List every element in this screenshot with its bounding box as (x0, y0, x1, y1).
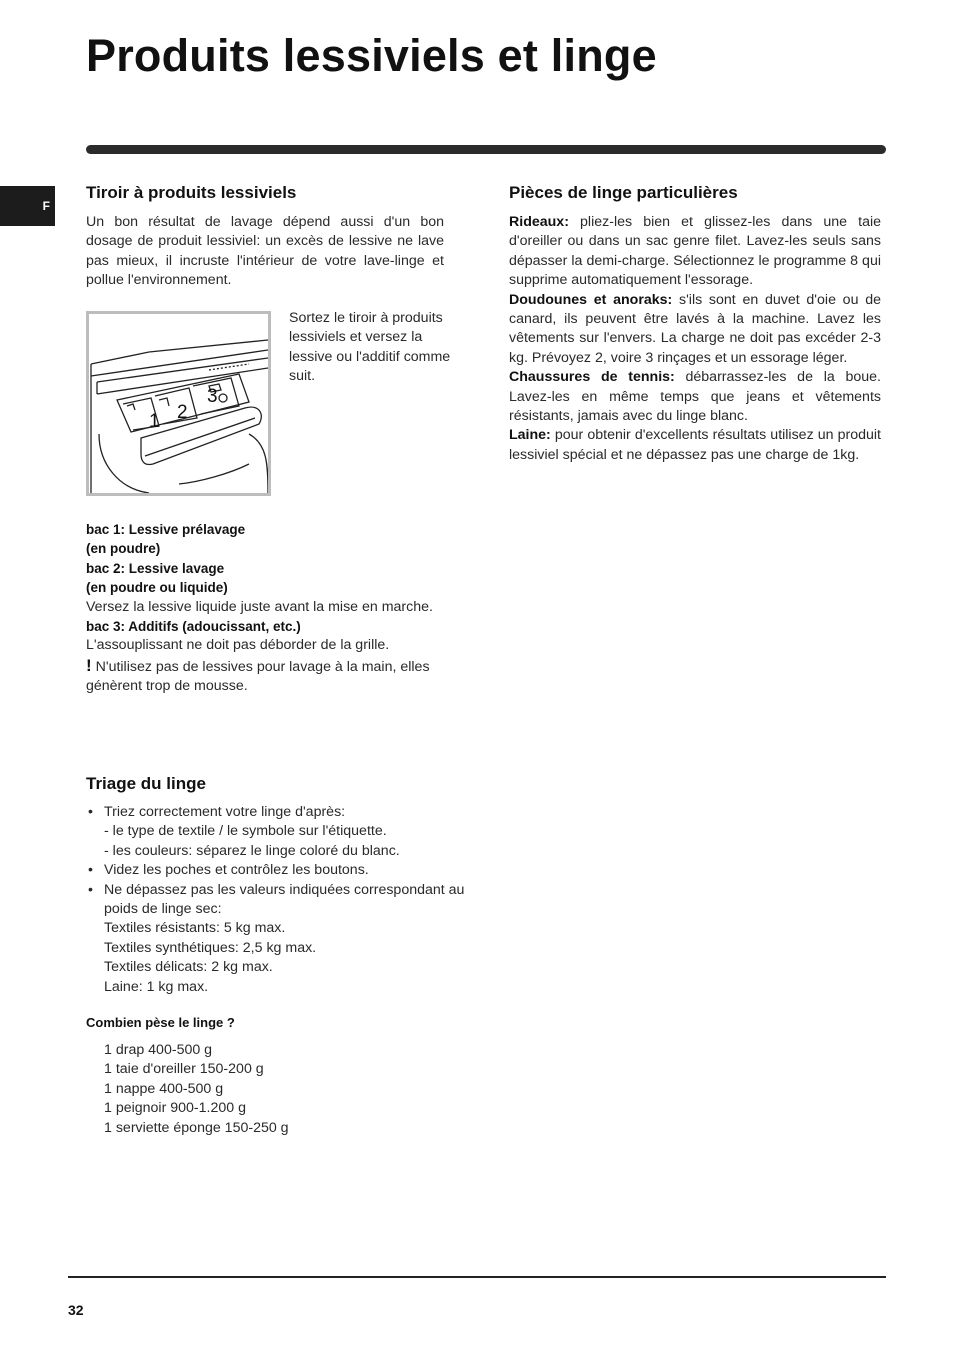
chaussures-text: débarrassez-les de la boue. Lavez-les en même temps que jeans et vêtements résistants, jamais avec du linge blanc. (509, 369, 881, 425)
tiroir-intro: Un bon résultat de lavage dépend aussi d'un bon dosage de produit lessiviel: un excès de lessive ne lave pas mieux, il incruste l'intérieur de votre lave-linge et pollue l'environnement. (86, 214, 444, 289)
detergent-drawer-drawing (89, 314, 268, 493)
tiroir-heading: Tiroir à produits lessiviels (86, 183, 297, 202)
weight-item: 1 nappe 400-500 g (104, 1080, 224, 1097)
warning-text: N'utilisez pas de lessives pour lavage à la main, elles génèrent trop de mousse. (86, 658, 430, 695)
rideaux-paragraph (509, 213, 881, 291)
laine-paragraph (509, 426, 881, 465)
tiroir-side-text: Sortez le tiroir à produits lessiviels et versez la lessive ou l'additif comme suit. (289, 310, 451, 385)
pieces-heading: Pièces de linge particulières (509, 183, 738, 202)
limit-item: Textiles délicats: 2 kg max. (104, 959, 273, 976)
bac3-note: L'assouplissant ne doit pas déborder de la grille. (86, 637, 390, 654)
compartment-3-label: 3 (207, 386, 218, 407)
pieces-content (509, 213, 881, 465)
page-title: Produits lessiviels et linge (86, 30, 657, 81)
weight-item: 1 taie d'oreiller 150-200 g (104, 1061, 264, 1078)
footer-divider (68, 1276, 886, 1278)
triage-bullet-3-text: • Ne dépassez pas les valeurs indiquées correspondant au poids de linge sec: (104, 881, 465, 918)
triage-bullet-3 (86, 881, 466, 997)
bacs-list (86, 520, 448, 697)
bac2-note: Versez la lessive liquide juste avant la mise en marche. (86, 598, 433, 615)
triage-bullet-1-sub-2: - les couleurs: séparez le linge coloré du blanc. (104, 842, 400, 859)
chaussures-paragraph (509, 368, 881, 426)
chaussures-label: Chaussures de tennis: (509, 369, 675, 386)
triage-bullet-1-sub-1: - le type de textile / le symbole sur l'étiquette. (104, 823, 387, 840)
title-divider (86, 145, 886, 154)
bac2-subtitle: (en poudre ou liquide) (86, 580, 228, 596)
limit-item: Laine: 1 kg max. (104, 978, 209, 995)
weight-item: 1 peignoir 900-1.200 g (104, 1100, 246, 1117)
limit-item: Textiles synthétiques: 2,5 kg max. (104, 939, 317, 956)
doudounes-label: Doudounes et anoraks: (509, 291, 673, 308)
weight-item: 1 serviette éponge 150-250 g (104, 1119, 289, 1136)
weights-list (104, 1041, 289, 1138)
warning-mark: ! (86, 655, 92, 675)
doudounes-paragraph (509, 291, 881, 369)
triage-content (86, 803, 466, 997)
bac3-title: bac 3: Additifs (adoucissant, etc.) (86, 618, 301, 634)
triage-heading: Triage du linge (86, 774, 206, 793)
bac1-title: bac 1: Lessive prélavage (86, 522, 246, 537)
compartment-1-label: 1 (149, 411, 160, 432)
weight-item: 1 drap 400-500 g (104, 1042, 213, 1058)
bac2-title: bac 2: Lessive lavage (86, 560, 225, 576)
rideaux-label: Rideaux: (509, 214, 569, 230)
warning-note (86, 656, 448, 697)
triage-bullet-2: • Videz les poches et contrôlez les boutons. (86, 861, 466, 880)
limit-item: Textiles résistants: 5 kg max. (104, 920, 286, 937)
compartment-2-label: 2 (177, 402, 188, 423)
rideaux-text: pliez-les bien et glissez-les dans une taie d'oreiller ou dans un sac genre filet. Lavez-les seuls sans dépasser la demi-charge. Sélectionnez le programme 8 qui supprime automatiquement l'essorage. (509, 214, 881, 289)
triage-bullet-1-text: • Triez correctement votre linge d'après: (104, 804, 346, 820)
laine-text: pour obtenir d'excellents résultats utilisez un produit lessiviel spécial et ne dépassez pas une charge de 1kg. (509, 427, 881, 463)
weights-heading: Combien pèse le linge ? (86, 1015, 235, 1030)
detergent-drawer-illustration (86, 311, 271, 496)
bac1-subtitle: (en poudre) (86, 541, 161, 557)
page-number: 32 (68, 1302, 84, 1318)
language-tab: F (0, 186, 55, 226)
triage-bullet-1 (86, 803, 466, 861)
doudounes-text: s'ils sont en duvet d'oie ou de canard, ils peuvent être lavés à la machine. Lavez les vêtements sur l'envers. La charge ne doit pas excéder 2-3 kg. Prévoyez 2, voire 3 rinçages et un essorage léger. (509, 291, 881, 366)
laine-label: Laine: (509, 427, 551, 444)
